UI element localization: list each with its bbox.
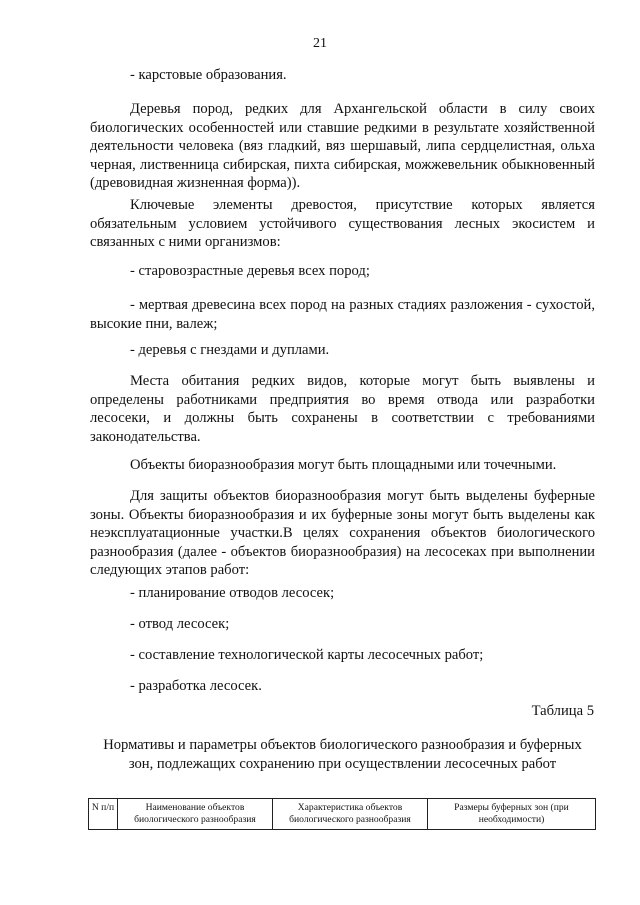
header-object-characteristics: Характеристика объектов биологического разнообразия [273, 799, 428, 830]
norms-table [88, 798, 596, 830]
list-item-planning: - планирование отводов лесосек; [130, 585, 335, 601]
list-item-nest-trees: - деревья с гнездами и дуплами. [130, 342, 330, 358]
list-item-tech-map: - составление технологической карты лесосечных работ; [130, 647, 484, 663]
paragraph-object-types: Объекты биоразнообразия могут быть площадными или точечными. [130, 457, 557, 473]
header-object-name: Наименование объектов биологического разнообразия [118, 799, 273, 830]
paragraph-rare-species: Места обитания редких видов, которые могут быть выявлены и определены работниками предприятия во время отвода или разработки лесосеки, и должны быть сохранены в соответствии с требованиями законодательства. [90, 373, 595, 445]
table-header-row [89, 799, 596, 830]
paragraph-rare-trees: Деревья пород, редких для Архангельской области в силу своих биологических особенностей или ставшие редкими в результате хозяйственной деятельности человека (вяз гладкий, вяз шершавый, липа сердцелистная, ольха черная, лиственница сибирская, пихта сибирская, можжевельник обыкновенный (древовидная жизненная форма)). [90, 101, 595, 191]
header-buffer-size: Размеры буферных зон (при необходимости) [428, 799, 596, 830]
list-item-old-trees: - старовозрастные деревья всех пород; [130, 263, 370, 279]
paragraph-karst: - карстовые образования. [130, 67, 287, 83]
list-item-development: - разработка лесосек. [130, 678, 262, 694]
table-caption: Таблица 5 [531, 703, 594, 719]
list-item-dead-wood: - мертвая древесина всех пород на разных стадиях разложения - сухостой, высокие пни, валеж; [90, 297, 595, 332]
table-title: Нормативы и параметры объектов биологического разнообразия и буферных зон, подлежащих сохранению при осуществлении лесосечных работ [103, 737, 582, 772]
list-item-allocation: - отвод лесосек; [130, 616, 230, 632]
paragraph-key-elements: Ключевые элементы древостоя, присутствие которых является обязательным условием устойчивого существования лесных экосистем и связанных с ними организмов: [90, 197, 595, 250]
paragraph-buffer-zones: Для защиты объектов биоразнообразия могут быть выделены буферные зоны. Объекты биоразнообразия и их буферные зоны могут быть выделены как неэксплуатационные участки.В целях сохранения объектов биологического разнообразия (далее - объектов биоразнообразия) на лесосеках при выполнении следующих этапов работ: [90, 488, 595, 578]
header-number: N п/п [89, 799, 118, 830]
page-number: 21 [313, 36, 327, 51]
